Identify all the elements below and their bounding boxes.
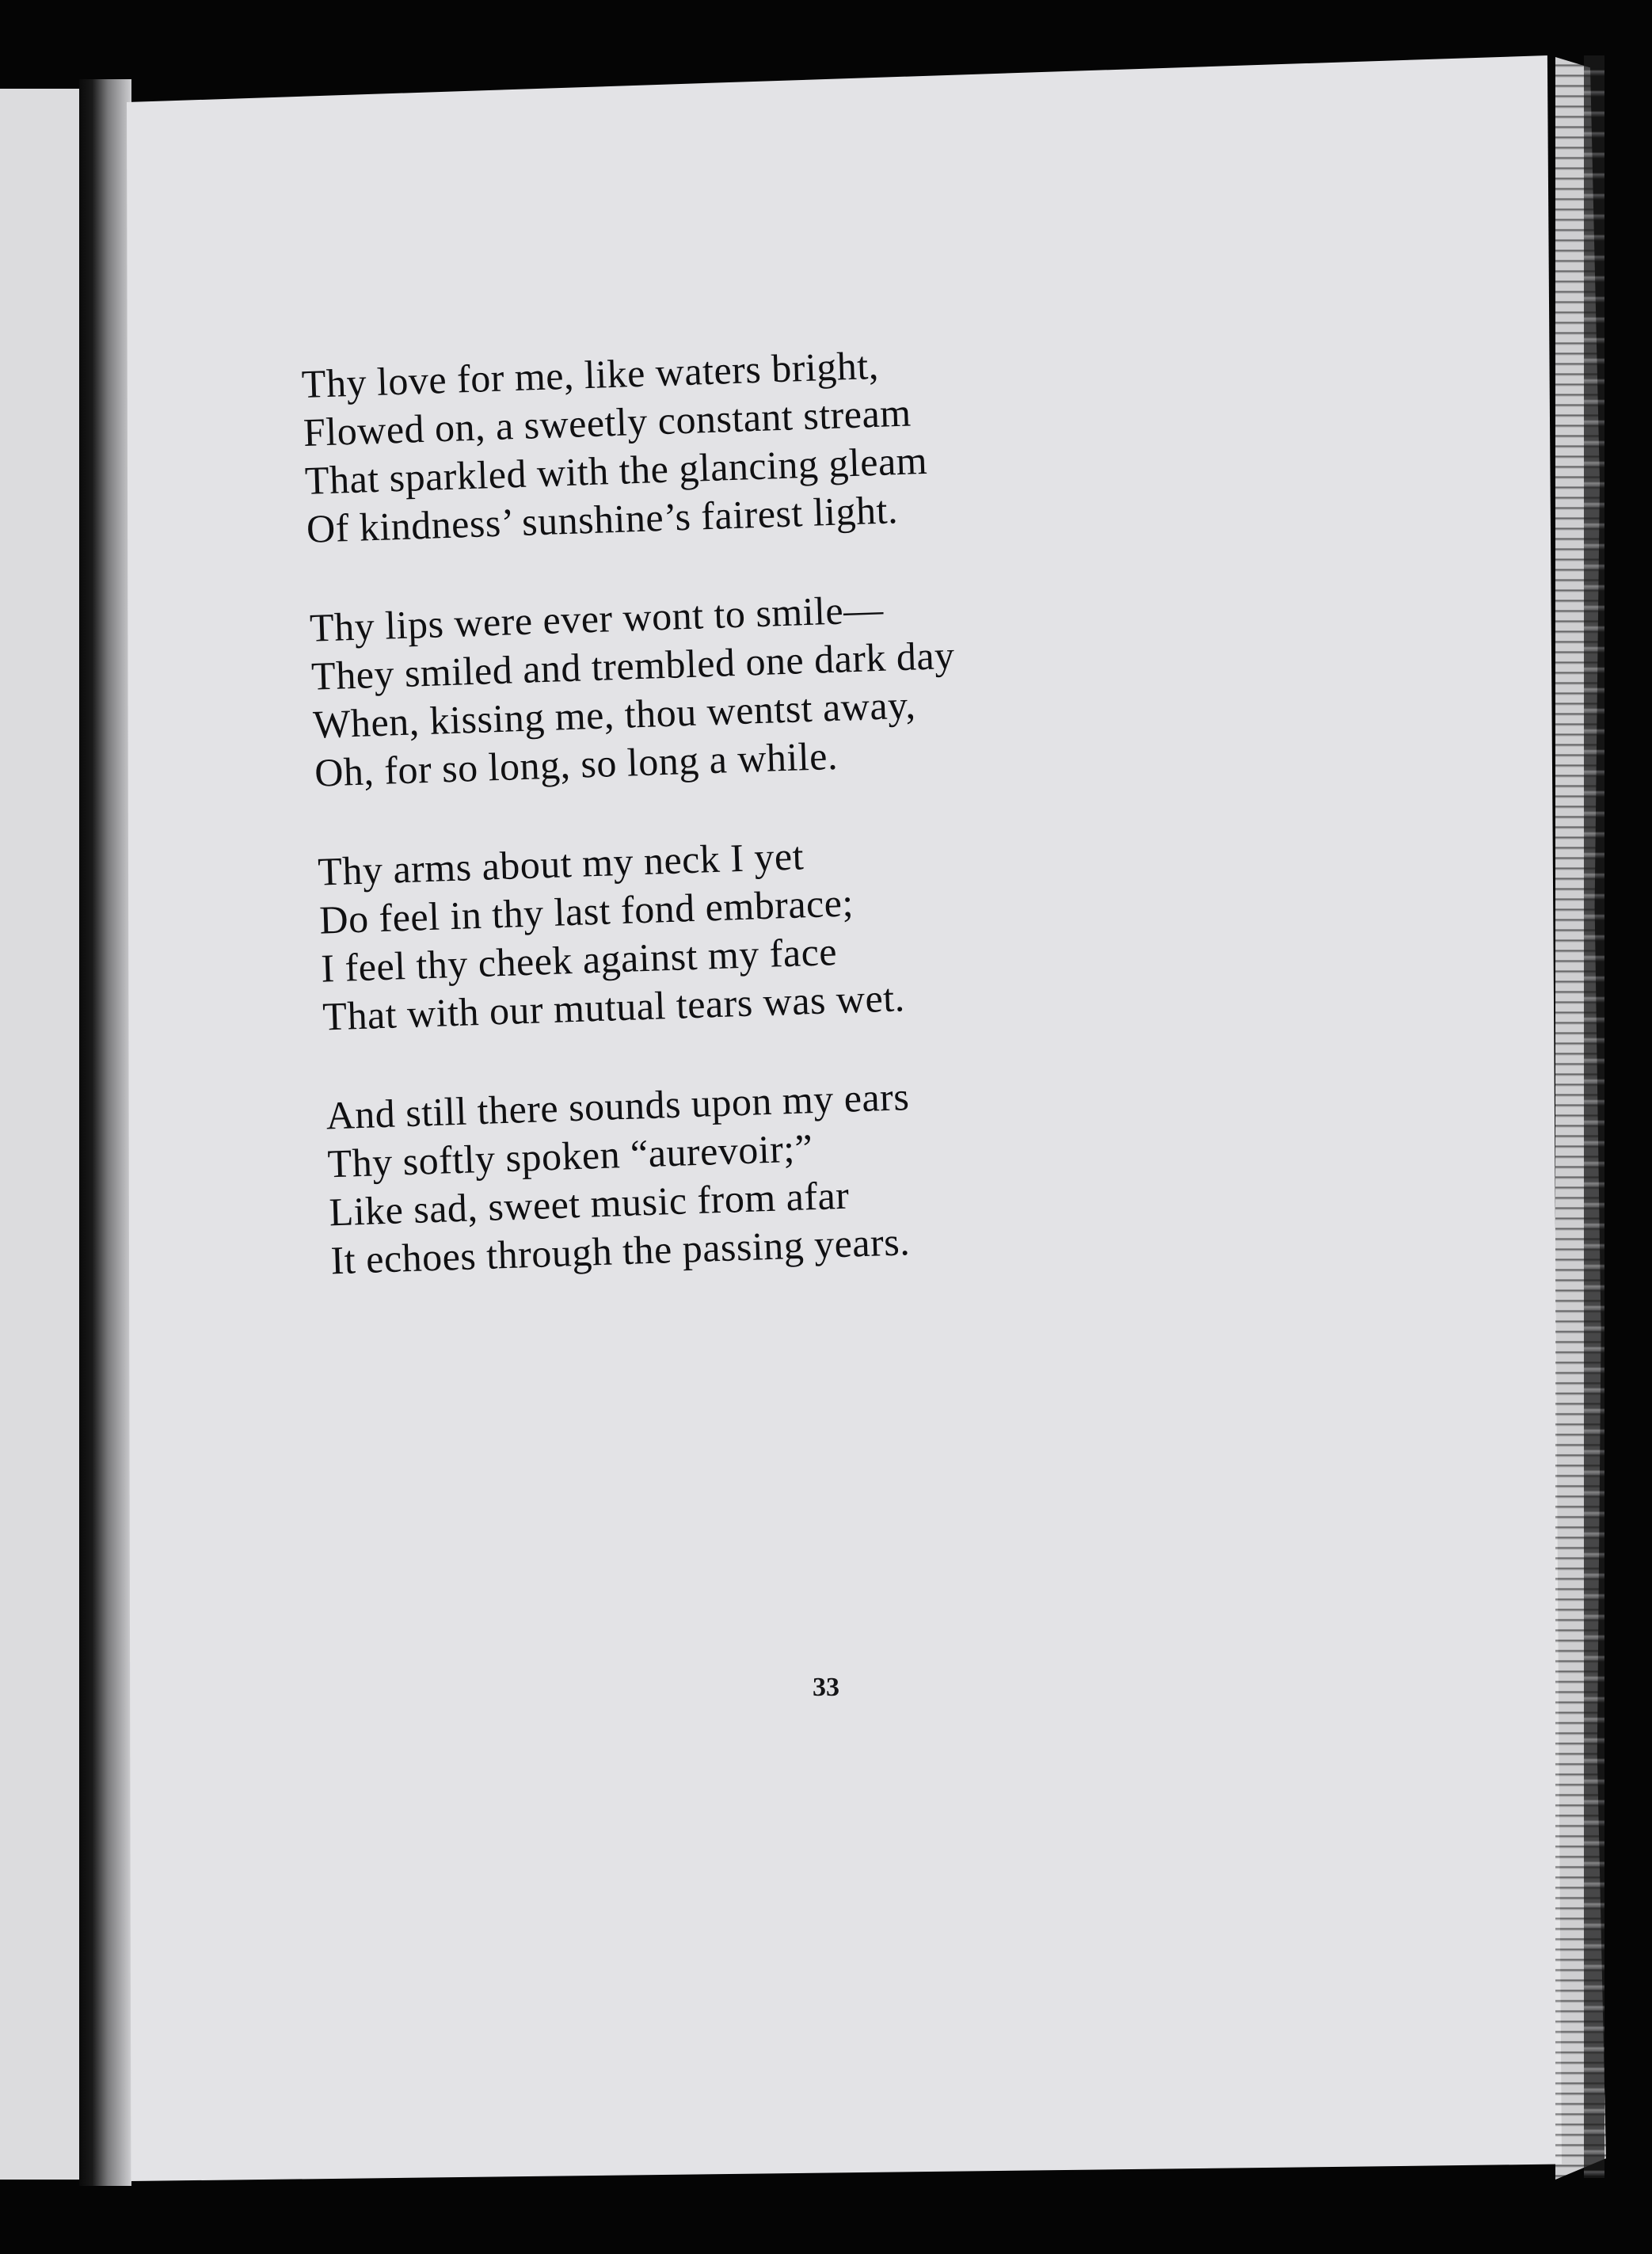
poem-line: Flowed on, a sweetly constant stream (303, 390, 912, 455)
poem-line: When, kissing me, thou wentst away, (312, 682, 917, 747)
stanza-2 (309, 573, 1265, 798)
poem-line: Thy love for me, like waters bright, (301, 342, 880, 406)
poem-line: That with our mutual tears was wet. (322, 975, 906, 1039)
page-stack-shadow (1584, 55, 1604, 2178)
poem-line: Thy softly spoken “aurevoir;” (326, 1125, 814, 1186)
poem-line: Like sad, sweet music from afar (328, 1172, 851, 1235)
stanza-4 (325, 1060, 1281, 1285)
stanza-3 (317, 817, 1273, 1041)
poem-line: Oh, for so long, so long a while. (314, 733, 839, 795)
poem-line: It echoes through the passing years. (329, 1219, 911, 1283)
poem-line: Thy arms about my neck I yet (317, 833, 805, 894)
previous-page-edge (0, 89, 84, 2180)
book-gutter (79, 79, 131, 2186)
poem-line: That sparkled with the glancing gleam (304, 437, 928, 503)
poem-line: I feel thy cheek against my face (320, 928, 838, 991)
poem-line: They smiled and trembled one dark day (310, 632, 956, 699)
poem-line: And still there sounds upon my ears (325, 1074, 911, 1138)
poem-line: Of kindness’ sunshine’s fairest light. (306, 487, 899, 551)
poem-line: Thy lips were ever wont to smile— (309, 586, 885, 650)
poem-line: Do feel in thy last fond embrace; (318, 880, 855, 942)
poem (301, 329, 1283, 1335)
stanza-1 (301, 329, 1257, 554)
page-number: 33 (813, 1673, 839, 1702)
